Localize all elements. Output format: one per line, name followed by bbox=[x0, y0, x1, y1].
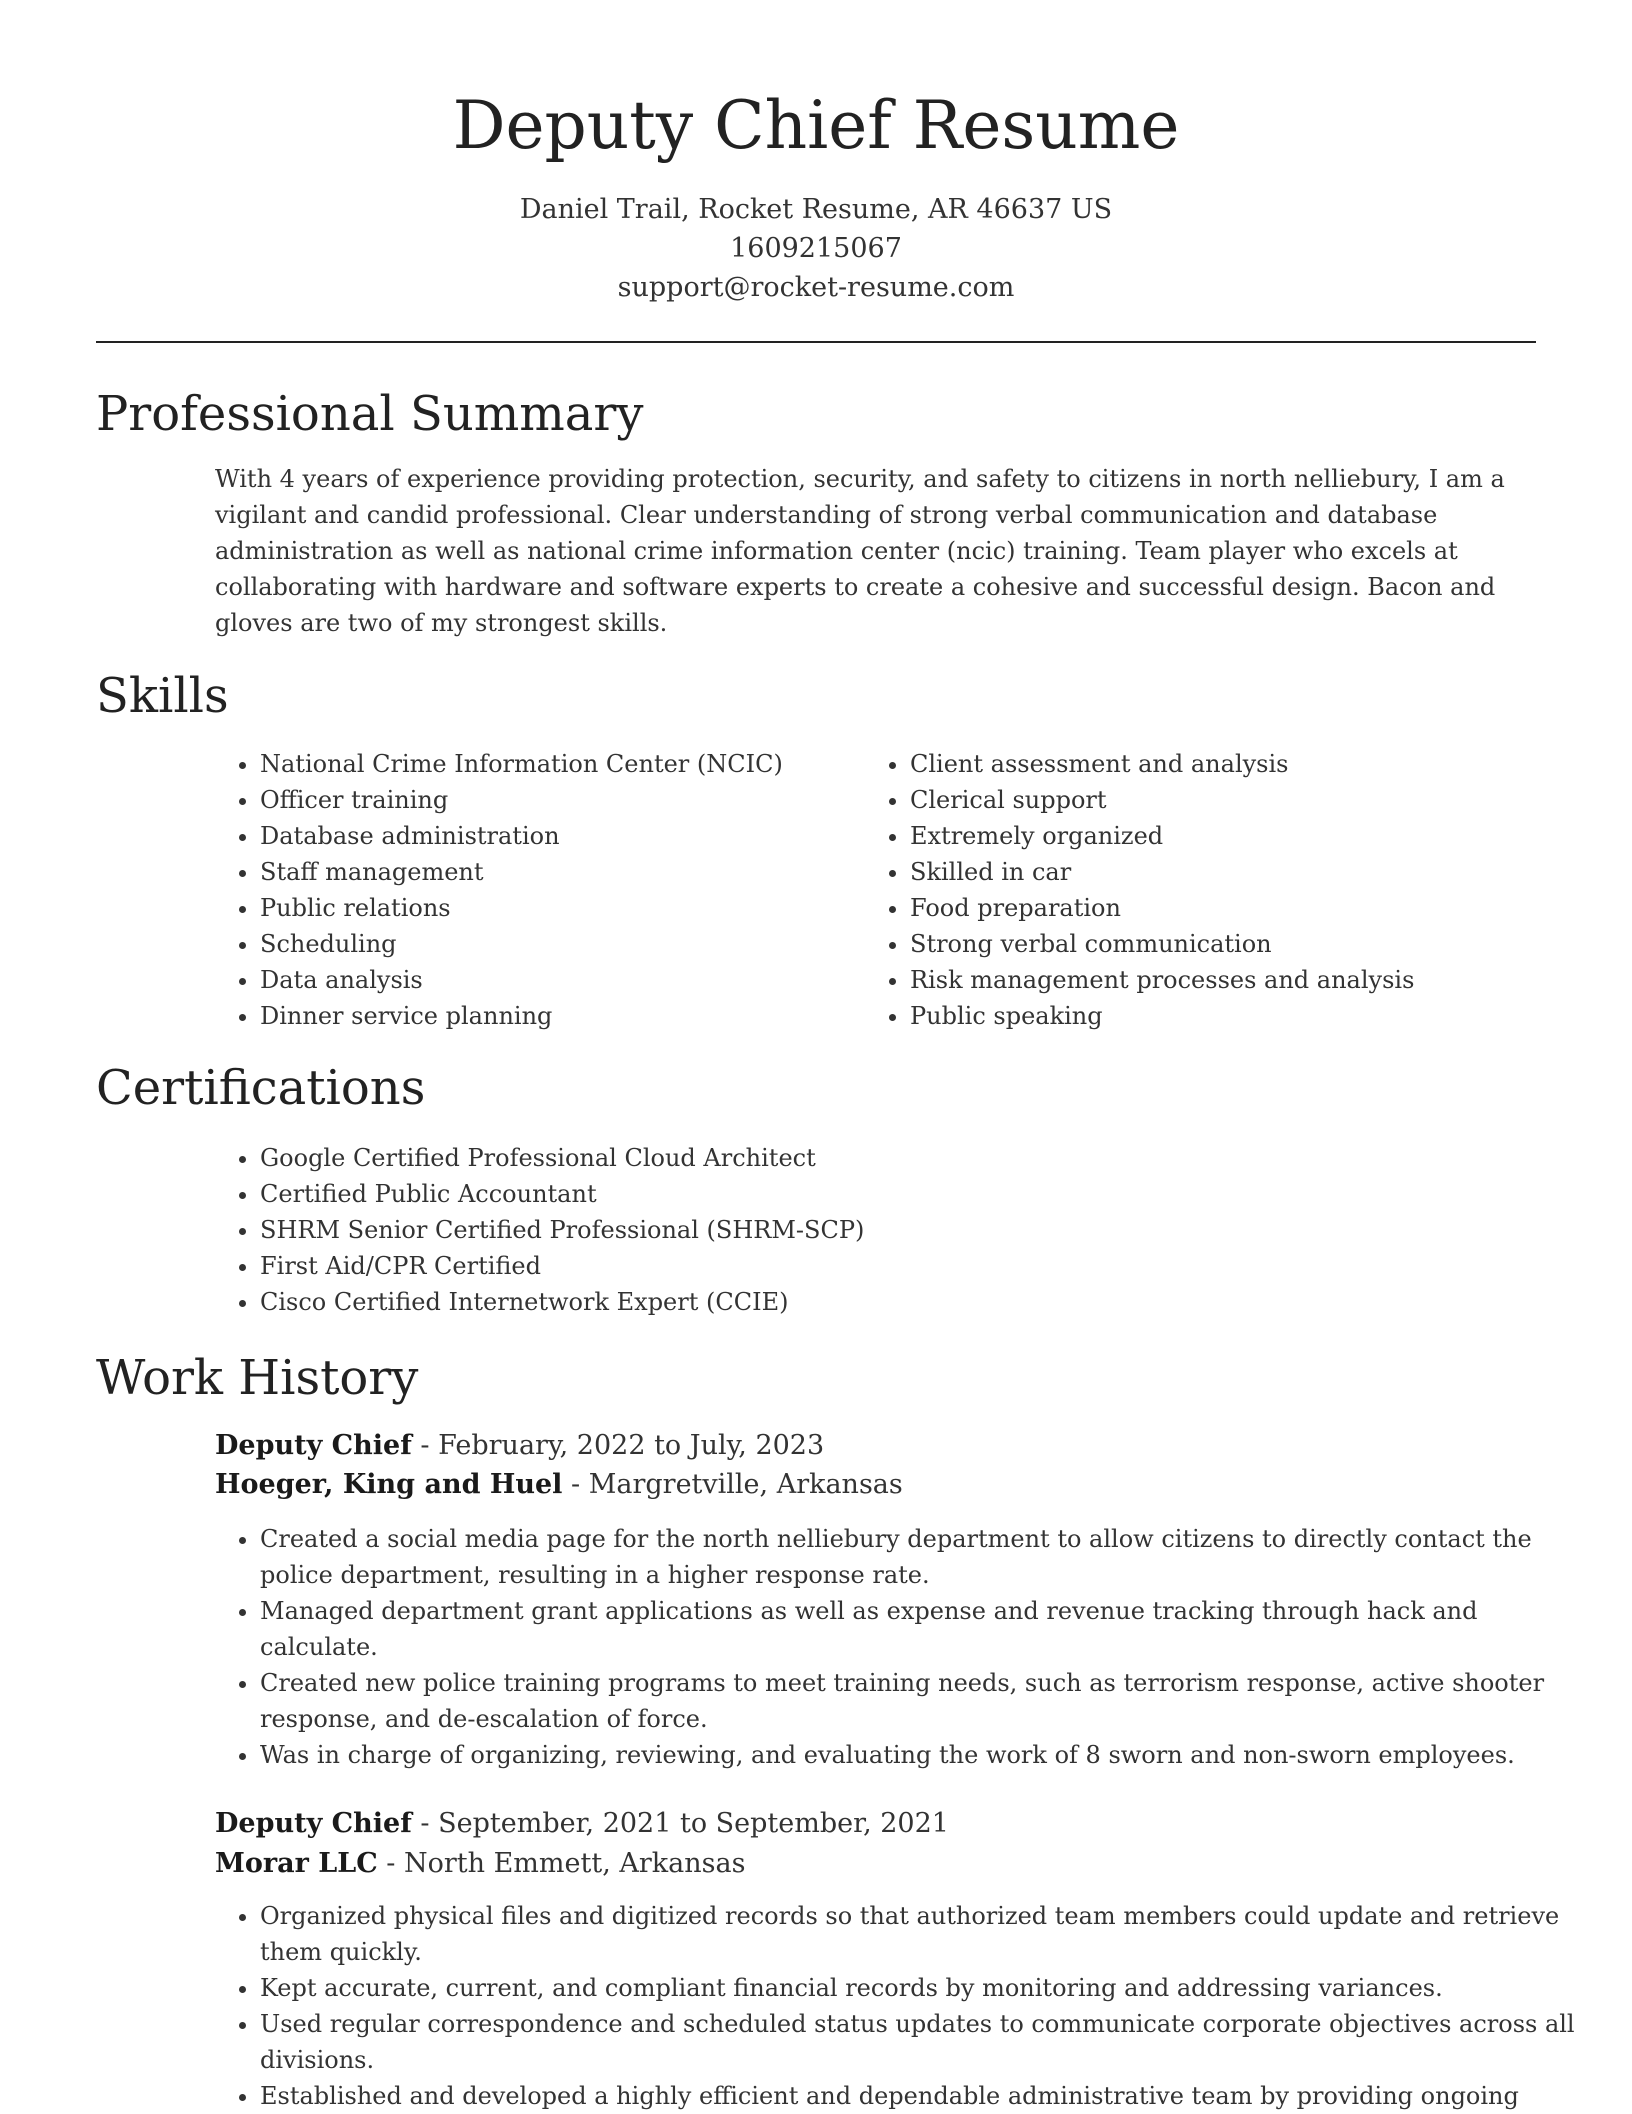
skill-item: • Officer training bbox=[260, 782, 860, 818]
skill-item: • Dinner service planning bbox=[260, 998, 860, 1034]
job-bullet: • Created new police training programs to meet training needs, such as terrorism response, active shooter response, and de-escalation of force. bbox=[260, 1665, 1550, 1737]
skill-item: • National Crime Information Center (NCIC) bbox=[260, 746, 860, 782]
job-company-line bbox=[215, 1844, 745, 1884]
header-divider bbox=[96, 341, 1536, 343]
job-role: Deputy Chief bbox=[215, 1430, 412, 1461]
resume-title: Deputy Chief Resume bbox=[452, 87, 1180, 164]
job-bullet: • Managed department grant applications as well as expense and revenue tracking through hack and calculate. bbox=[260, 1593, 1550, 1665]
job-location: - North Emmett, Arkansas bbox=[377, 1848, 746, 1879]
contact-address: Daniel Trail, Rocket Resume, AR 46637 US bbox=[519, 194, 1113, 225]
skill-item: • Public relations bbox=[260, 890, 860, 926]
certification-item: • Certified Public Accountant bbox=[260, 1176, 1560, 1212]
summary-heading: Professional Summary bbox=[96, 386, 644, 442]
certifications-list bbox=[215, 1140, 1560, 1320]
contact-block bbox=[0, 190, 1632, 307]
skill-item: • Extremely organized bbox=[910, 818, 1590, 854]
job-bullets bbox=[215, 1898, 1595, 2114]
skill-item: • Strong verbal communication bbox=[910, 926, 1590, 962]
job-bullet: • Kept accurate, current, and compliant financial records by monitoring and addressing variances. bbox=[260, 1970, 1595, 2006]
skills-heading: Skills bbox=[96, 668, 229, 724]
job-company: Hoeger, King and Huel bbox=[215, 1469, 563, 1500]
skill-item: • Skilled in car bbox=[910, 854, 1590, 890]
skills-list-right bbox=[865, 746, 1590, 1034]
skill-item: • Database administration bbox=[260, 818, 860, 854]
job-bullet: • Created a social media page for the north nelliebury department to allow citizens to directly contact the police department, resulting in a higher response rate. bbox=[260, 1521, 1550, 1593]
job-bullet: • Used regular correspondence and scheduled status updates to communicate corporate objectives across all divisions. bbox=[260, 2006, 1595, 2078]
summary-text: With 4 years of experience providing protection, security, and safety to citizens in north nelliebury, I am a vigilant and candid professional. Clear understanding of strong verbal communication and database administration as well as national crime information center (ncic) training. Team player who excels at collaborating with hardware and software experts to create a cohesive and successful design. Bacon and gloves are two of my strongest skills. bbox=[215, 465, 1505, 637]
work-history-heading: Work History bbox=[96, 1350, 419, 1406]
certifications-heading: Certifications bbox=[96, 1060, 426, 1116]
job-bullet: • Was in charge of organizing, reviewing, and evaluating the work of 8 sworn and non-sworn employees. bbox=[260, 1737, 1550, 1773]
job-location: - Margretville, Arkansas bbox=[562, 1469, 903, 1500]
job-company: Morar LLC bbox=[215, 1848, 378, 1879]
certification-item: • SHRM Senior Certified Professional (SHRM-SCP) bbox=[260, 1212, 1560, 1248]
skills-list-left bbox=[215, 746, 860, 1034]
job-bullets bbox=[215, 1521, 1550, 1773]
job-bullet: • Organized physical files and digitized records so that authorized team members could update and retrieve them quickly. bbox=[260, 1898, 1595, 1970]
skill-item: • Food preparation bbox=[910, 890, 1590, 926]
job-role: Deputy Chief bbox=[215, 1808, 412, 1839]
skill-item: • Clerical support bbox=[910, 782, 1590, 818]
skill-item: • Public speaking bbox=[910, 998, 1590, 1034]
job-bullet: • Established and developed a highly efficient and dependable administrative team by providing ongoing bbox=[260, 2078, 1595, 2114]
job-company-line bbox=[215, 1465, 903, 1505]
job-title-line bbox=[215, 1426, 824, 1466]
certification-item: • Cisco Certified Internetwork Expert (CCIE) bbox=[260, 1284, 1560, 1320]
skill-item: • Risk management processes and analysis bbox=[910, 962, 1590, 998]
job-dates: - February, 2022 to July, 2023 bbox=[411, 1430, 825, 1461]
skill-item: • Client assessment and analysis bbox=[910, 746, 1590, 782]
job-dates: - September, 2021 to September, 2021 bbox=[411, 1808, 949, 1839]
skill-item: • Data analysis bbox=[260, 962, 860, 998]
skill-item: • Staff management bbox=[260, 854, 860, 890]
skill-item: • Scheduling bbox=[260, 926, 860, 962]
job-title-line bbox=[215, 1804, 949, 1844]
certification-item: • Google Certified Professional Cloud Architect bbox=[260, 1140, 1560, 1176]
contact-phone: 1609215067 bbox=[730, 233, 902, 264]
contact-email: support@rocket-resume.com bbox=[617, 272, 1015, 303]
certification-item: • First Aid/CPR Certified bbox=[260, 1248, 1560, 1284]
